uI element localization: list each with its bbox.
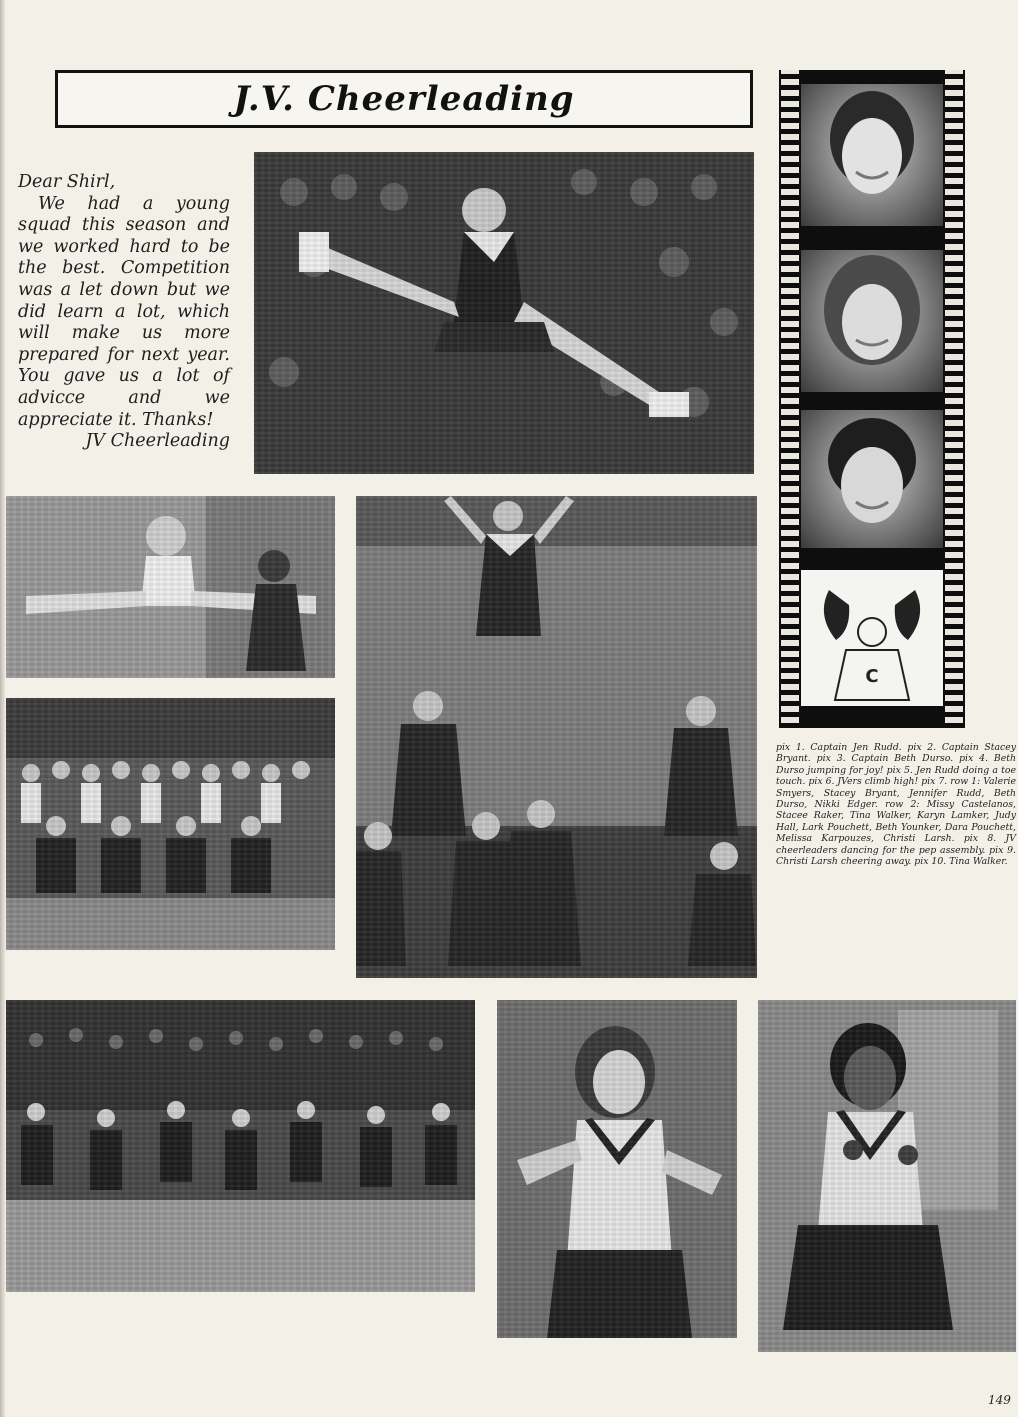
page-title: J.V. Cheerleading (233, 79, 575, 119)
pep-assembly-dance-photo (6, 1000, 475, 1292)
letter-greeting: Dear Shirl, (18, 172, 116, 192)
portrait-photo (801, 84, 943, 226)
film-perforation (781, 70, 799, 728)
letter-signature: JV Cheerleading (85, 431, 230, 452)
cheerleader-mascot-drawing (801, 570, 943, 706)
svg-text:C: C (865, 666, 879, 687)
title-box (55, 70, 753, 128)
portrait-photo (801, 250, 943, 392)
letter-body: We had a young squad this season and we worked hard to be the best. Competition was a let down but we did learn a lot, which will make us more prepared for next year. You gave us a lot of advicce and we appreciate it. Thanks! (18, 193, 230, 430)
page-number: 149 (988, 1393, 1011, 1407)
squad-group-photo (6, 698, 335, 950)
portrait-photo (801, 410, 943, 548)
letter-block (18, 172, 230, 453)
cheerleader-jump-photo (254, 152, 754, 474)
photo-caption: pix 1. Captain Jen Rudd. pix 2. Captain Stacey Bryant. pix 3. Captain Beth Durso. pix 4. Beth Durso jumping for joy! pix 5. Jen Rudd doing a toe touch. pix 6. JVers climb high! pix 7. row 1: Valerie Smyers, Stacey Bryant, Jennifer Rudd, Beth Durso, Nikki Edger. row 2: Missy Castelanos, Stacee Raker, Tina Walker, Karyn Lamker, Judy Hall, Lark Pouchett, Beth Younker, Dara Pouchett, Melissa Karpouzes, Christi Larsh. pix 8. JV cheerleaders dancing for the pep assembly. pix 9. Christi Larsh cheering away. pix 10. Tina Walker. (776, 742, 1016, 868)
cheerleader-portrait-photo (758, 1000, 1016, 1352)
portrait-filmstrip (779, 70, 965, 728)
pyramid-photo (356, 496, 757, 978)
toe-touch-photo (6, 496, 335, 678)
film-perforation (945, 70, 963, 728)
cheerleader-portrait-photo (497, 1000, 737, 1338)
